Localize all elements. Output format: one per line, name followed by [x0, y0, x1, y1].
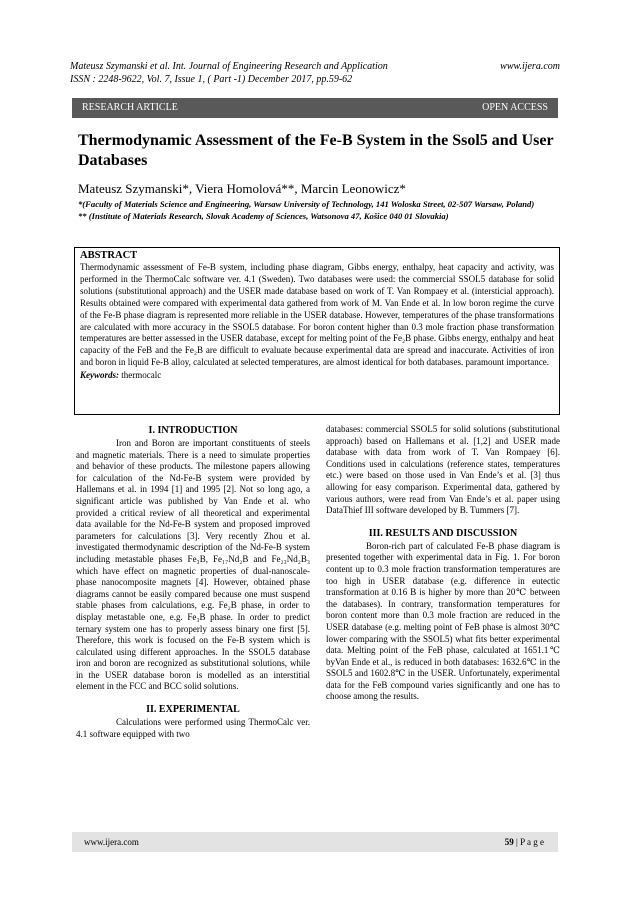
page-label: | P a g e: [513, 837, 544, 847]
open-access-label: OPEN ACCESS: [482, 102, 548, 113]
journal-website-link[interactable]: www.ijera.com: [500, 61, 560, 72]
journal-citation: Mateusz Szymanski et al. Int. Journal of Engineering Research and Application: [70, 61, 388, 72]
results-heading: III. RESULTS AND DISCUSSION: [368, 527, 518, 539]
abstract-text: Thermodynamic assessment of Fe-B system, including phase diagram, Gibbs energy, enthalpy, heat capacity and activity, was performed in the ThermoCalc software ver. 4.1 (Sweden). Two databases were used: the commercial SSOL5 database for solid solutions (substitutional approach) and the USER made database based on work of T. Van Rompaey et al. (intersticial approach). Results obtained were compared with experimental data gathered from work of M. Van Ende et al. In low boron regime the curve of the Fe-B phase diagram is represented more reliable in the USER database. However, temperatures of the phase transformations are calculated with more accuracy in the SSOL5 database. For boron content higher than 0.3 mole fraction phase transformation temperatures are better assessed in the USER database, except for melting point of the Fe₂B phase. Gibbs energy, enthalpy and heat capacity of the FeB and the Fe₂B are difficult to evaluate because experimental data are spread and inaccurate. Activities of iron and boron in liquid Fe-B alloy, calculated at selected temperatures, are almost identical for both databases. paramount importance.: [80, 262, 554, 368]
experimental-text-continued: databases: commercial SSOL5 for solid solutions (substitutional approach) based on Hallemans et al. [1,2] and USER made database with data from work of T. Van Rompaey [6]. Conditions used in calculations (reference states, temperatures etc.) were based on those used in Van Ende’s et al. [3] thus allowing for easy comparison. Experimental data, gathered by various authors, were read from Van Ende’s et al. paper using DataThief III software developed by B. Tummers [7].: [326, 424, 560, 516]
page-number-value: 59: [504, 837, 514, 847]
affiliation-1: *(Faculty of Materials Science and Engineering, Warsaw University of Technology, 141 Woloska Street, 02-507 Warsaw, Poland): [78, 199, 535, 209]
research-article-label: RESEARCH ARTICLE: [82, 102, 178, 113]
keywords-label: Keywords:: [80, 370, 119, 381]
right-column: [326, 424, 560, 703]
introduction-heading: I. INTRODUCTION: [148, 425, 238, 436]
page-number: [505, 832, 544, 852]
footer-website-link[interactable]: www.ijera.com: [84, 837, 139, 847]
introduction-text: Iron and Boron are important constituents of steels and magnetic materials. There is a need to simulate properties and behavior of these products. The milestone papers allowing for calculation of the Nd-Fe-B system were provided by Hallemans et al. in 1994 [1] and 1995 [2]. Not so long ago, a significant article was published by Van Ende et al. who provided a critical review of all theoretical and experimental data available for the Nd-Fe-B system and proposed improved parameters for calculations [3]. Very recently Zhou et al. investigated thermodynamic description of the Nd-Fe-B system including metastable phases Fe₃B, Fe₁₇Nd₂B and Fe₂₃Nd₂B₃ which have effect on magnetic properties of dual-nanoscale-phase nanocomposite magnets [4]. However, obtained phase diagrams cannot be easily compared because one must suspend stable phases from calculations, e.g. Fe₂B phase, in order to display metastable one, e.g. Fe₃B phase. In order to predict ternary system one has to properly assess binary one first [5]. Therefore, this work is focused on the Fe-B system which is calculated using different approaches. In the SSOL5 database iron and boron are recognized as substitutional solutions, while in the USER database boron is modelled as an interstitial element in the FCC and BCC solid solutions.: [76, 438, 310, 692]
keywords-value: thermocalc: [119, 370, 162, 381]
running-head: [70, 60, 560, 86]
keywords-line: [80, 369, 554, 381]
abstract-box: [74, 247, 560, 415]
experimental-text-start: Calculations were performed using ThermoCalc ver. 4.1 software equipped with two: [76, 717, 310, 739]
results-text: Boron-rich part of calculated Fe-B phase diagram is presented together with experimental data in Fig. 1. For boron content up to 0.3 mole fraction transformation temperatures are too high in USER database (e.g. difference in eutectic transformation at 0.16 B is higher by more than 20℃ between the databases). In contrary, transformation temperatures for boron content more than 0.3 mole fraction are reduced in the USER database (e.g. melting point of FeB phase is almost 30℃ lower comparing with the SSOL5) what fits better experimental data. Melting point of the FeB phase, calculated at 1651.1℃ byVan Ende et al., is reduced in both databases: 1632.6℃ in the SSOL5 and 1602.8℃ in the USER. Unfortunately, experimental data for the FeB compound varies significantly and one has to choose among the results.: [326, 540, 560, 702]
abstract-heading: ABSTRACT: [80, 250, 138, 261]
article-type-banner: [72, 98, 558, 118]
affiliation-2: ** (Institute of Materials Research, Slovak Academy of Sciences, Watsonova 47, Košice 040 01 Slovakia): [78, 210, 449, 221]
experimental-heading: II. EXPERIMENTAL: [146, 704, 240, 716]
author-list: Mateusz Szymanski*, Viera Homolová**, Marcin Leonowicz*: [78, 181, 406, 196]
affiliations: [78, 199, 558, 222]
paper-title: Thermodynamic Assessment of the Fe-B System in the Ssol5 and User Databases: [78, 132, 554, 169]
left-column: [76, 424, 310, 740]
page-footer: [72, 832, 558, 852]
issn-line: ISSN : 2248-9622, Vol. 7, Issue 1, ( Part -1) December 2017, pp.59-62: [70, 74, 353, 85]
